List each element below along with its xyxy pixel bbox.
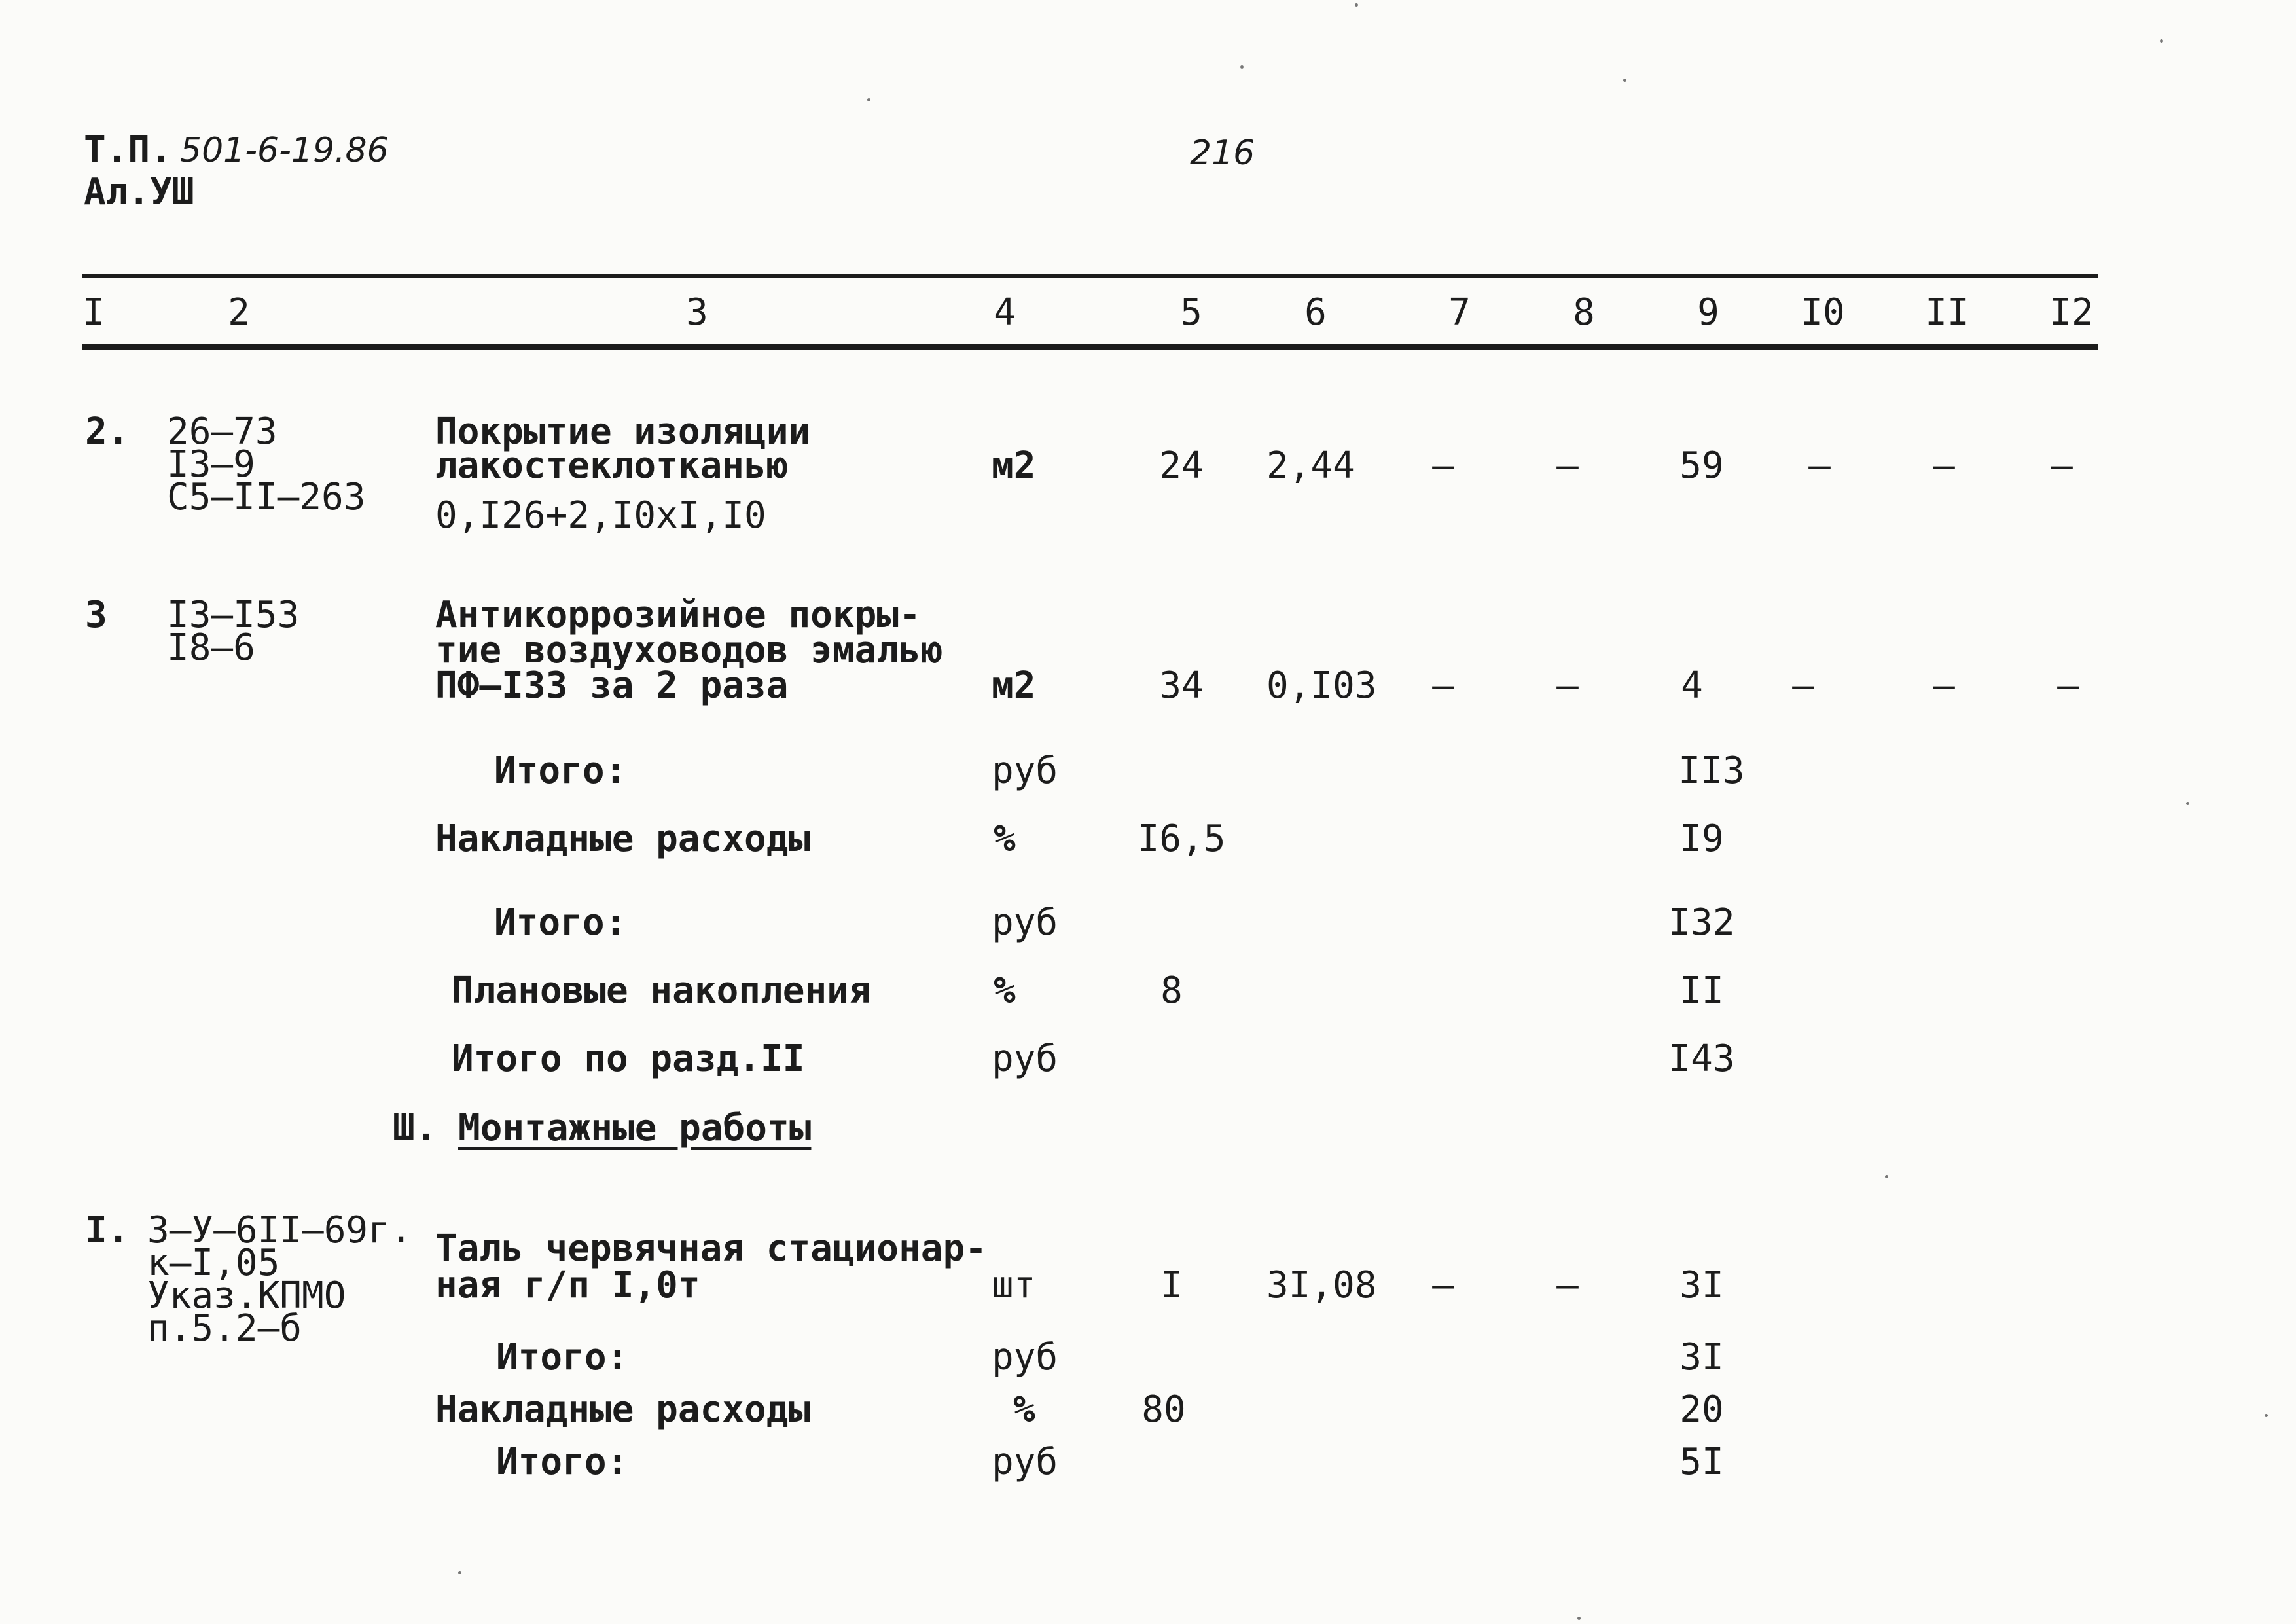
cell-dash: –: [1556, 444, 1579, 487]
work-description: ПФ–I33 за 2 раза: [435, 664, 789, 707]
work-description: лакостеклотканью: [435, 444, 789, 487]
unit-cost: 3I,08: [1266, 1264, 1377, 1307]
norm-code: п.5.2–б: [147, 1307, 302, 1350]
unit: руб: [992, 1441, 1058, 1483]
column-header: 2: [228, 291, 250, 334]
row-number: 3: [85, 594, 107, 636]
quantity: 34: [1159, 664, 1204, 707]
total-cost: 20: [1679, 1388, 1724, 1431]
row-number: 2.: [85, 410, 130, 453]
total-cost: I9: [1679, 818, 1724, 860]
column-header: 4: [994, 291, 1016, 334]
page-number: 216: [1190, 134, 1255, 173]
summary-label: Накладные расходы: [435, 818, 811, 860]
scan-speck: [1355, 3, 1358, 7]
unit: руб: [992, 901, 1058, 944]
quantity-formula: 0,I26+2,I0хI,I0: [435, 494, 766, 537]
section-number: Ш.: [393, 1107, 437, 1149]
column-header: 6: [1304, 291, 1327, 334]
column-header: 8: [1573, 291, 1595, 334]
top-rule: [82, 274, 2098, 278]
section-title: Монтажные работы: [458, 1107, 812, 1149]
doc-code-handwritten: 501-6-19.86: [180, 131, 389, 170]
cell-dash: –: [1432, 444, 1454, 487]
cell-dash: –: [2051, 444, 2073, 487]
scan-speck: [1623, 79, 1626, 82]
summary-label: Накладные расходы: [435, 1388, 811, 1431]
quantity: I: [1160, 1264, 1183, 1307]
row-number: I.: [85, 1209, 130, 1252]
column-header: 7: [1448, 291, 1471, 334]
rate: I6,5: [1137, 818, 1226, 860]
work-description: Покрытие изоляции: [435, 410, 811, 453]
norm-code: 26–73: [167, 410, 278, 453]
header-bottom-rule: [82, 344, 2098, 350]
cell-dash: –: [1808, 444, 1831, 487]
total-cost: 59: [1679, 444, 1724, 487]
total-cost: 3I: [1679, 1336, 1724, 1379]
work-description: Таль червячная стационар-: [435, 1227, 987, 1270]
unit: руб: [992, 1038, 1058, 1080]
unit: м2: [992, 444, 1036, 487]
norm-code: Указ.КПМО: [147, 1274, 346, 1317]
norm-code: I3–I53: [167, 594, 300, 636]
column-header: I2: [2049, 291, 2094, 334]
summary-label: Итого по разд.II: [452, 1038, 805, 1080]
cell-dash: –: [1556, 1264, 1579, 1307]
scan-speck: [1577, 1617, 1581, 1620]
scan-speck: [1240, 65, 1244, 69]
column-header: 5: [1180, 291, 1202, 334]
norm-code: С5–II–263: [167, 476, 366, 518]
unit: %: [1013, 1388, 1035, 1431]
unit: %: [994, 818, 1016, 860]
scan-speck: [867, 98, 870, 101]
column-header: 9: [1697, 291, 1719, 334]
scan-speck: [2265, 1414, 2268, 1417]
summary-label: Итого:: [496, 1336, 629, 1379]
total-cost: 4: [1681, 664, 1703, 707]
column-header: I0: [1801, 291, 1845, 334]
unit: руб: [992, 1336, 1058, 1379]
total-cost: 5I: [1679, 1441, 1724, 1483]
column-header: 3: [686, 291, 708, 334]
norm-code: I3–9: [167, 443, 255, 486]
summary-label: Итого:: [494, 749, 627, 792]
summary-label: Итого:: [496, 1441, 629, 1483]
cell-dash: –: [1432, 664, 1454, 707]
unit: руб: [992, 749, 1058, 792]
norm-code: к–I,05: [147, 1242, 280, 1284]
unit-cost: 2,44: [1266, 444, 1355, 487]
scan-speck: [2160, 39, 2163, 43]
unit: м2: [992, 664, 1036, 707]
norm-code: 3–У–6II–69г.: [147, 1209, 412, 1252]
cell-dash: –: [1556, 664, 1579, 707]
scan-speck: [2186, 802, 2189, 805]
work-description: тие воздуховодов эмалью: [435, 629, 943, 672]
total-cost: II3: [1678, 749, 1745, 792]
summary-label: Плановые накопления: [452, 969, 871, 1012]
unit: шт: [992, 1264, 1036, 1307]
unit-cost: 0,I03: [1266, 664, 1377, 707]
rate: 8: [1160, 969, 1183, 1012]
cell-dash: –: [1933, 444, 1955, 487]
album-label: Ал.УШ: [84, 171, 194, 213]
column-header: II: [1925, 291, 1969, 334]
total-cost: 3I: [1679, 1264, 1724, 1307]
total-cost: II: [1679, 969, 1724, 1012]
cell-dash: –: [1432, 1264, 1454, 1307]
scan-speck: [458, 1571, 461, 1574]
work-description: ная г/п I,0т: [435, 1264, 700, 1307]
rate: 80: [1141, 1388, 1186, 1431]
norm-code: I8–6: [167, 626, 255, 669]
cell-dash: –: [2057, 664, 2079, 707]
unit: %: [994, 969, 1016, 1012]
summary-label: Итого:: [494, 901, 627, 944]
scan-speck: [1885, 1175, 1888, 1178]
doc-code-label: Т.П.: [84, 129, 172, 171]
work-description: Антикоррозийное покры-: [435, 594, 921, 636]
cell-dash: –: [1792, 664, 1814, 707]
quantity: 24: [1159, 444, 1204, 487]
cell-dash: –: [1933, 664, 1955, 707]
column-header: I: [82, 291, 105, 334]
total-cost: I43: [1668, 1038, 1735, 1080]
total-cost: I32: [1668, 901, 1735, 944]
